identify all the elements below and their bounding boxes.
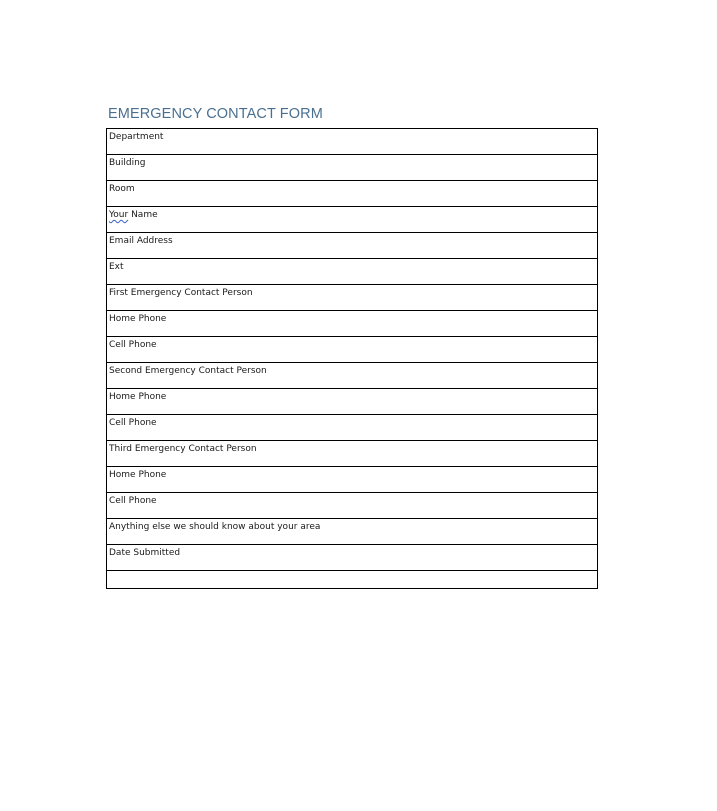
row-label: Home Phone	[109, 392, 167, 402]
row-label: Cell Phone	[109, 418, 157, 428]
row-label: Third Emergency Contact Person	[109, 444, 257, 454]
form-title: EMERGENCY CONTACT FORM	[108, 106, 323, 122]
form-row-department[interactable]	[107, 129, 597, 155]
form-row-building[interactable]	[107, 155, 597, 181]
form-row-anything-else[interactable]	[107, 519, 597, 545]
row-label: Anything else we should know about your area	[109, 522, 321, 532]
form-row-third-contact[interactable]	[107, 441, 597, 467]
row-label: Building	[109, 158, 146, 168]
form-table	[106, 128, 598, 589]
form-row-second-contact[interactable]	[107, 363, 597, 389]
form-row-ext[interactable]	[107, 259, 597, 285]
form-row-your-name[interactable]	[107, 207, 597, 233]
form-row-date-submitted[interactable]	[107, 545, 597, 571]
row-label: Department	[109, 132, 164, 142]
form-row-email-address[interactable]	[107, 233, 597, 259]
row-label: Cell Phone	[109, 496, 157, 506]
row-label: Home Phone	[109, 314, 167, 324]
row-label: Date Submitted	[109, 548, 181, 558]
form-row-first-cell-phone[interactable]	[107, 337, 597, 363]
row-label: Cell Phone	[109, 340, 157, 350]
row-label: Home Phone	[109, 470, 167, 480]
form-row-third-home-phone[interactable]	[107, 467, 597, 493]
row-label: Room	[109, 184, 135, 194]
form-row-third-cell-phone[interactable]	[107, 493, 597, 519]
form-row-second-cell-phone[interactable]	[107, 415, 597, 441]
spellcheck-word: Your	[109, 210, 129, 220]
form-row-blank[interactable]	[107, 571, 597, 588]
row-label	[109, 210, 158, 221]
form-row-room[interactable]	[107, 181, 597, 207]
form-row-first-home-phone[interactable]	[107, 311, 597, 337]
row-label: Email Address	[109, 236, 173, 246]
form-row-second-home-phone[interactable]	[107, 389, 597, 415]
row-label-rest: Name	[128, 210, 158, 220]
row-label: Ext	[109, 262, 124, 272]
row-label: Second Emergency Contact Person	[109, 366, 267, 376]
row-label: First Emergency Contact Person	[109, 288, 253, 298]
form-row-first-contact[interactable]	[107, 285, 597, 311]
